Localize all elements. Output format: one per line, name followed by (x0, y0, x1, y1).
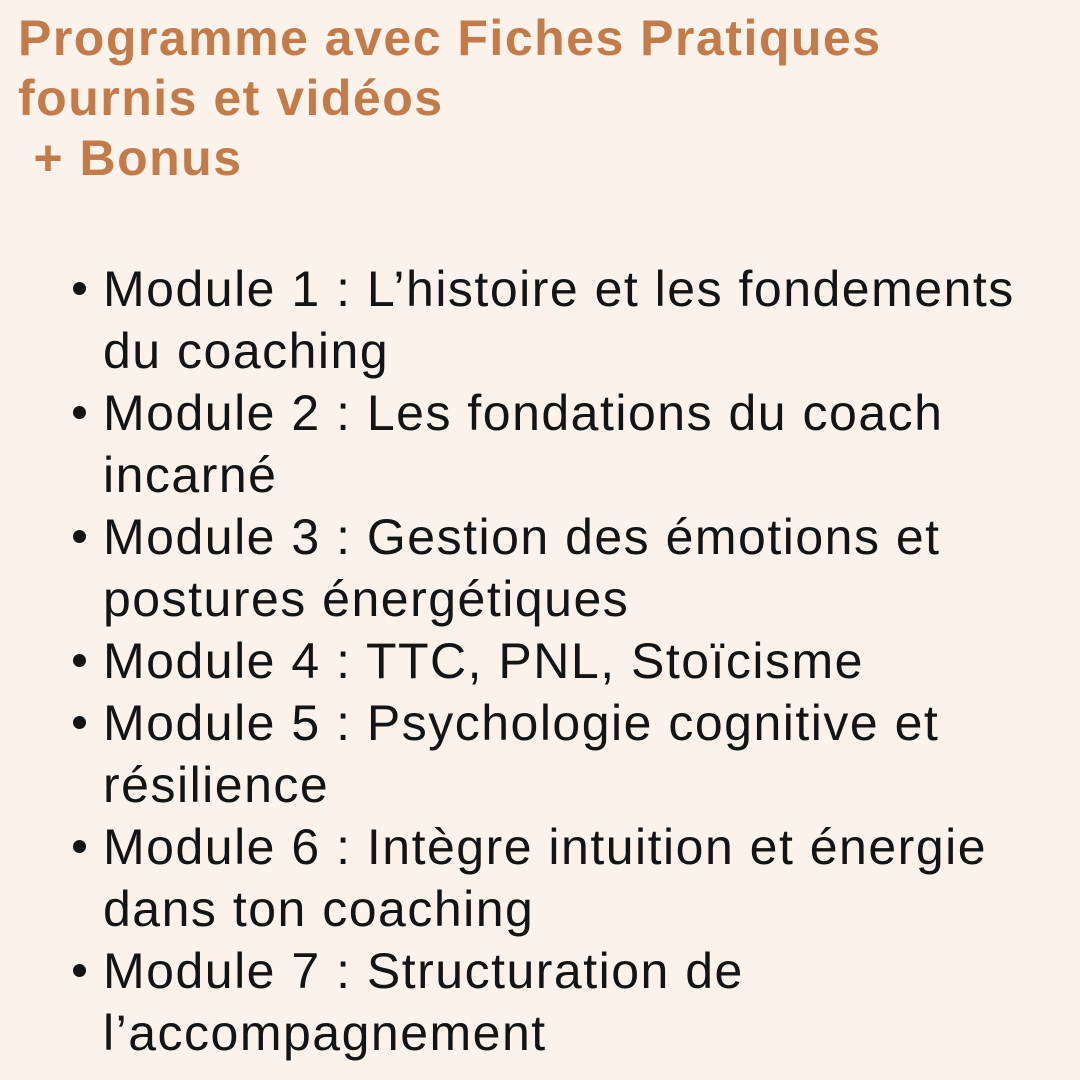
page-title (18, 8, 882, 188)
module-label: Module 7 : Structuration de l’accompagnement (103, 943, 744, 1061)
bullet-icon (73, 506, 103, 543)
page-title-line: Programme avec Fiches Pratiques (18, 10, 882, 66)
bullet-icon (73, 258, 103, 295)
page-title-line: + Bonus (18, 130, 243, 186)
list-item (73, 816, 1058, 940)
module-label: Module 6 : Intègre intuition et énergie dans ton coaching (103, 819, 988, 937)
module-label: Module 2 : Les fondations du coach incarné (103, 385, 944, 503)
module-label: Module 4 : TTC, PNL, Stoïcisme (103, 633, 864, 689)
list-item (73, 940, 1058, 1064)
bullet-icon (73, 630, 103, 667)
list-item (73, 506, 1058, 630)
bullet-icon (73, 692, 103, 729)
list-item (73, 258, 1058, 382)
module-label: Module 3 : Gestion des émotions et postures énergétiques (103, 509, 941, 627)
bullet-icon (73, 382, 103, 419)
bullet-icon (73, 816, 103, 853)
page-title-line: fournis et vidéos (18, 70, 444, 126)
list-item (73, 630, 1058, 692)
list-item (73, 692, 1058, 816)
bullet-icon (73, 940, 103, 977)
module-label: Module 1 : L’histoire et les fondements du coaching (103, 261, 1015, 379)
module-list (73, 258, 1058, 1064)
module-label: Module 5 : Psychologie cognitive et résilience (103, 695, 940, 813)
list-item (73, 382, 1058, 506)
